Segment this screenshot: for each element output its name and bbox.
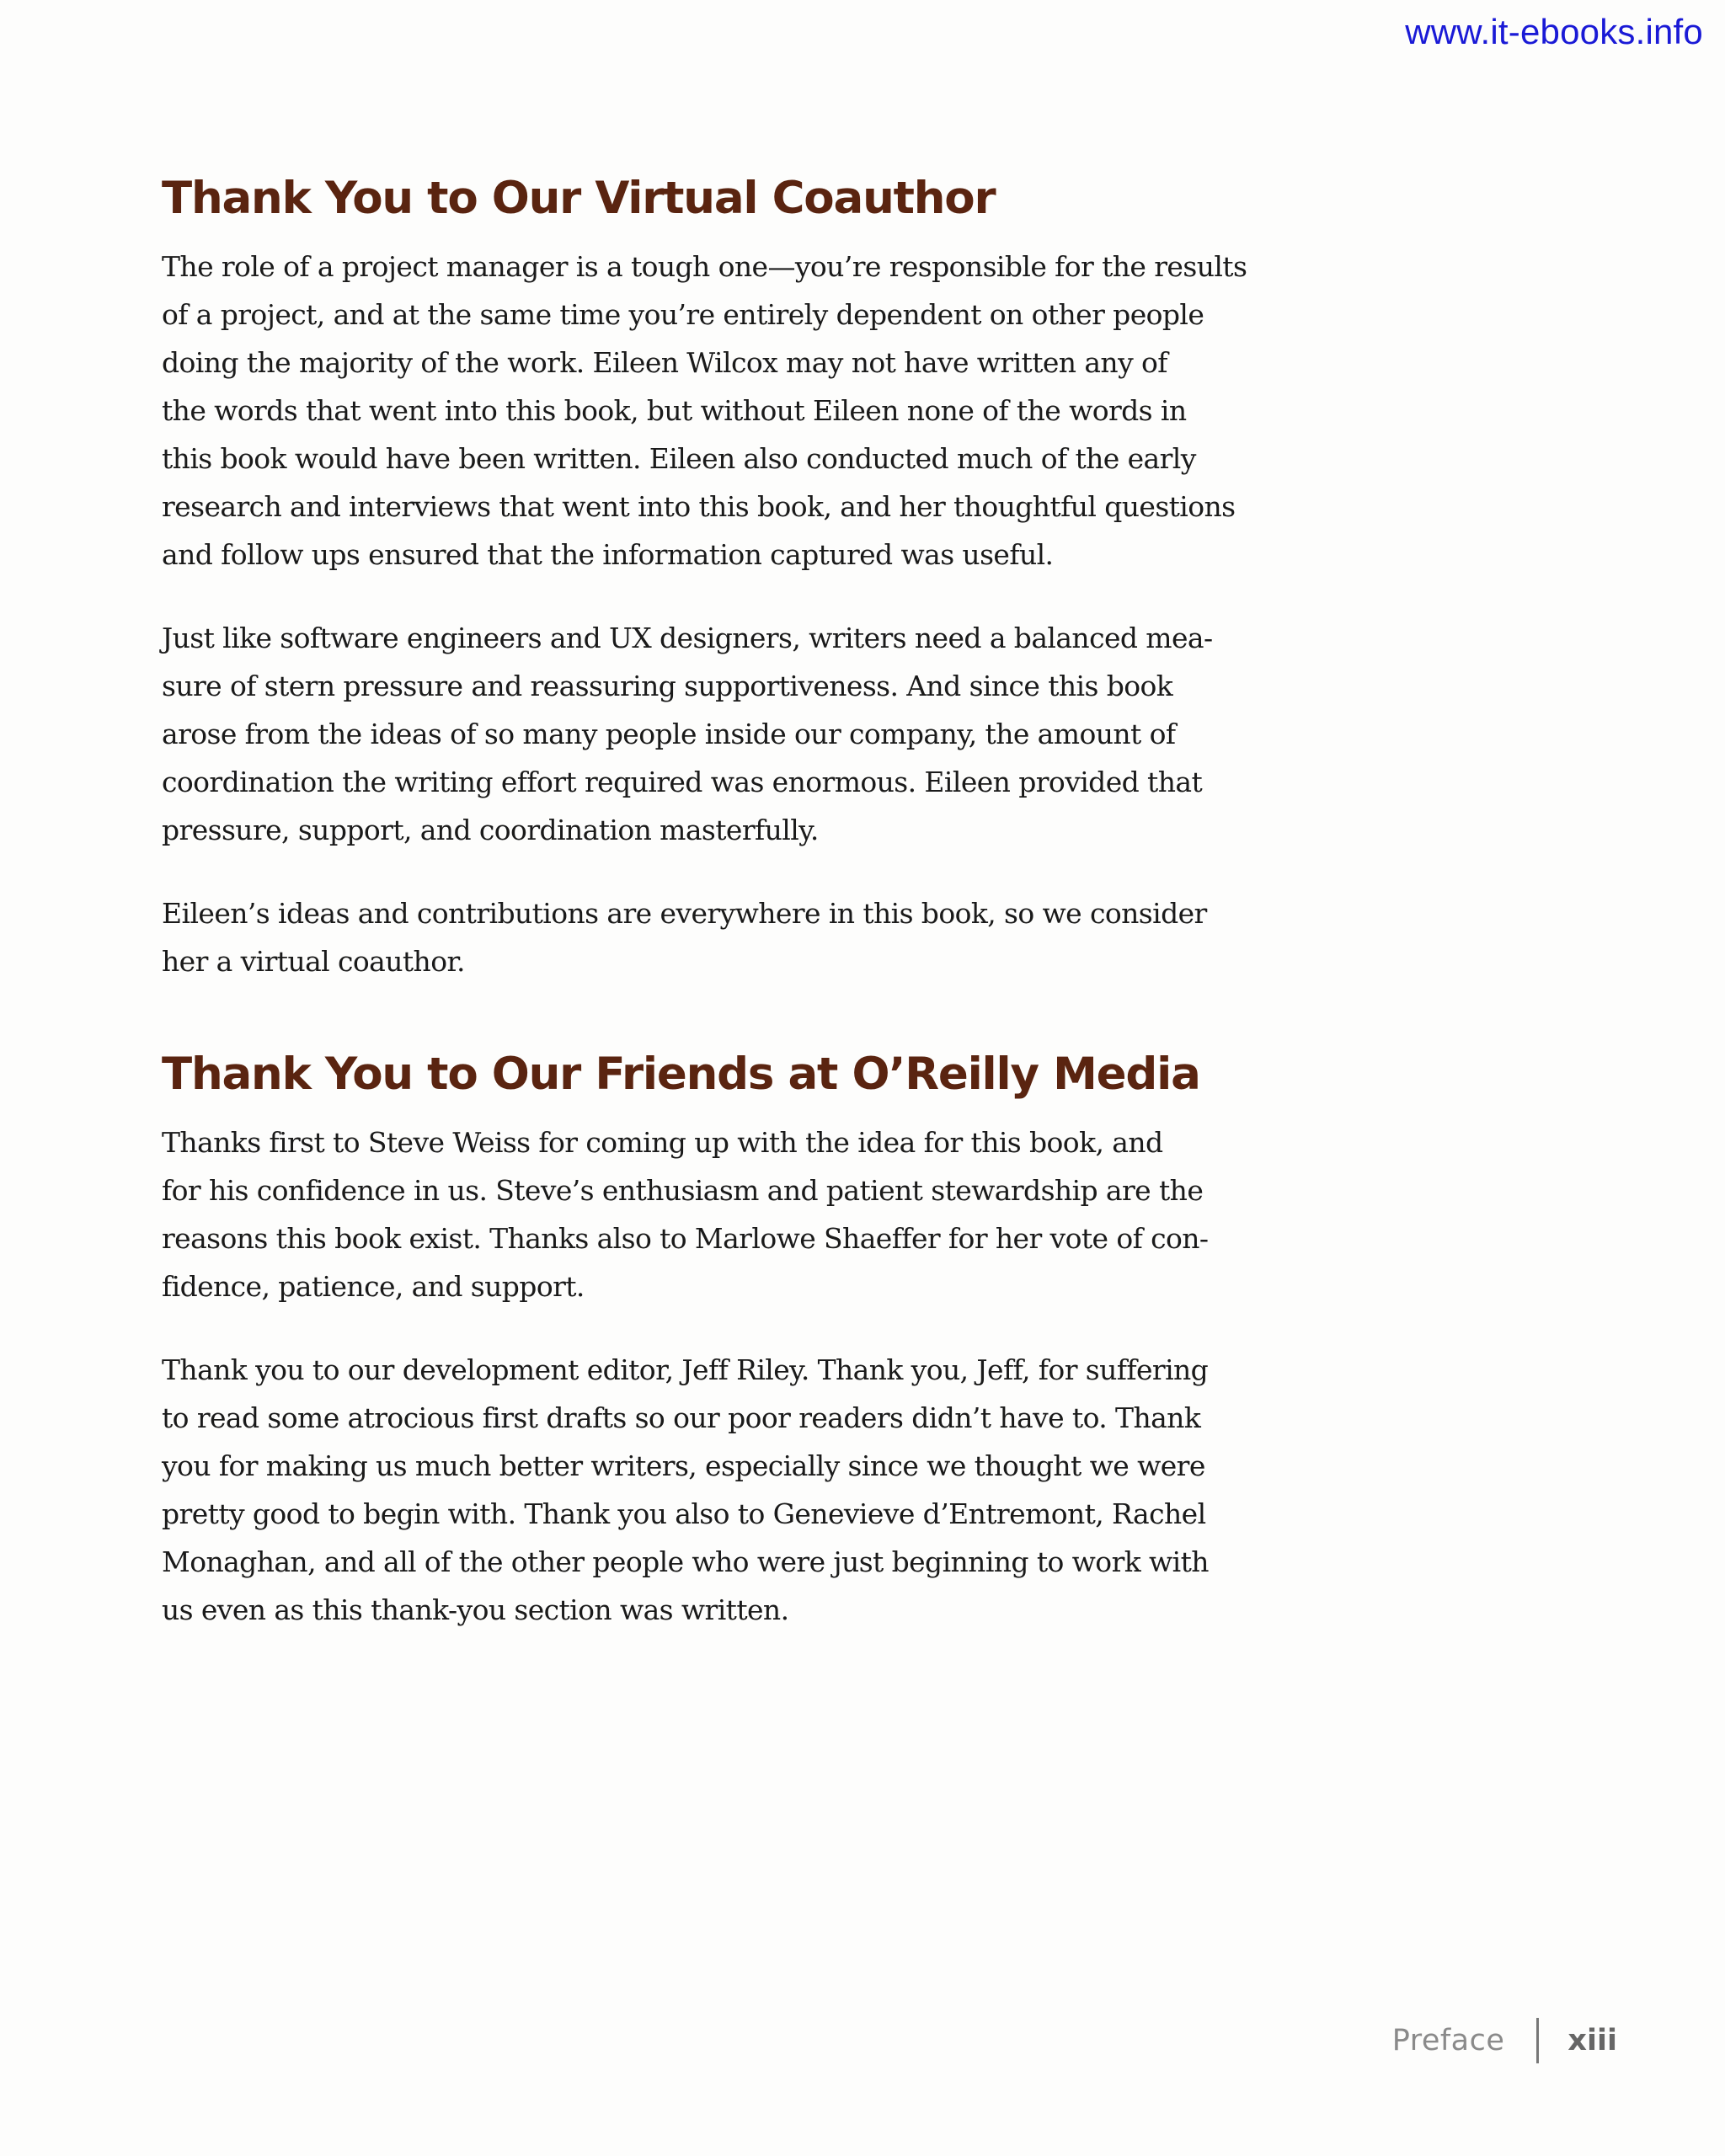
paragraph-line: and follow ups ensured that the information captured was useful.	[162, 538, 1054, 571]
paragraph-line: for his confidence in us. Steve’s enthusiasm and patient stewardship are the	[162, 1174, 1204, 1207]
paragraph-line: Just like software engineers and UX designers, writers need a balanced mea-	[162, 622, 1213, 654]
paragraph-line: of a project, and at the same time you’re entirely dependent on other people	[162, 298, 1204, 331]
paragraph-line: us even as this thank-you section was written.	[162, 1593, 789, 1626]
paragraph-line: The role of a project manager is a tough one—you’re responsible for the results	[162, 250, 1247, 283]
page-footer	[1392, 2017, 1617, 2064]
paragraph-line: pretty good to begin with. Thank you also to Genevieve d’Entremont, Rachel	[162, 1497, 1206, 1530]
paragraph	[162, 1118, 1209, 1310]
paragraph-line: Eileen’s ideas and contributions are everywhere in this book, so we consider	[162, 897, 1207, 930]
watermark-link[interactable]: www.it-ebooks.info	[1405, 12, 1703, 51]
paragraph-line: research and interviews that went into this book, and her thoughtful questions	[162, 490, 1236, 523]
paragraph-line: Monaghan, and all of the other people who were just beginning to work with	[162, 1545, 1209, 1578]
footer-divider	[1536, 2018, 1539, 2063]
paragraph	[162, 889, 1206, 985]
paragraph-line: arose from the ideas of so many people inside our company, the amount of	[162, 718, 1176, 750]
paragraph-line: to read some atrocious first drafts so our poor readers didn’t have to. Thank	[162, 1401, 1201, 1434]
paragraph	[162, 1346, 1209, 1634]
paragraph-line: pressure, support, and coordination masterfully.	[162, 814, 819, 846]
paragraph-line: this book would have been written. Eileen also conducted much of the early	[162, 442, 1196, 475]
paragraph	[162, 243, 1247, 579]
page-content	[162, 167, 1247, 1669]
section-title-oreilly-media: Thank You to Our Friends at O’Reilly Media	[162, 1049, 1200, 1100]
paragraph-line: reasons this book exist. Thanks also to Marlowe Shaeffer for her vote of con-	[162, 1222, 1209, 1255]
paragraph	[162, 614, 1213, 854]
footer-chapter-label: Preface	[1391, 2024, 1505, 2057]
paragraph-line: coordination the writing effort required was enormous. Eileen provided that	[162, 766, 1203, 798]
paragraph-line: Thanks first to Steve Weiss for coming up with the idea for this book, and	[162, 1126, 1163, 1159]
paragraph-line: you for making us much better writers, especially since we thought we were	[162, 1449, 1205, 1482]
paragraph-line: the words that went into this book, but without Eileen none of the words in	[162, 394, 1187, 427]
paragraph-line: fidence, patience, and support.	[162, 1270, 585, 1303]
paragraph-line: doing the majority of the work. Eileen Wilcox may not have written any of	[162, 346, 1167, 379]
section-title-virtual-coauthor: Thank You to Our Virtual Coauthor	[162, 173, 996, 224]
paragraph-line: Thank you to our development editor, Jeff Riley. Thank you, Jeff, for suffering	[162, 1353, 1209, 1386]
paragraph-line: sure of stern pressure and reassuring supportiveness. And since this book	[162, 670, 1173, 702]
page-number: xiii	[1567, 2024, 1617, 2057]
paragraph-line: her a virtual coauthor.	[162, 945, 465, 978]
